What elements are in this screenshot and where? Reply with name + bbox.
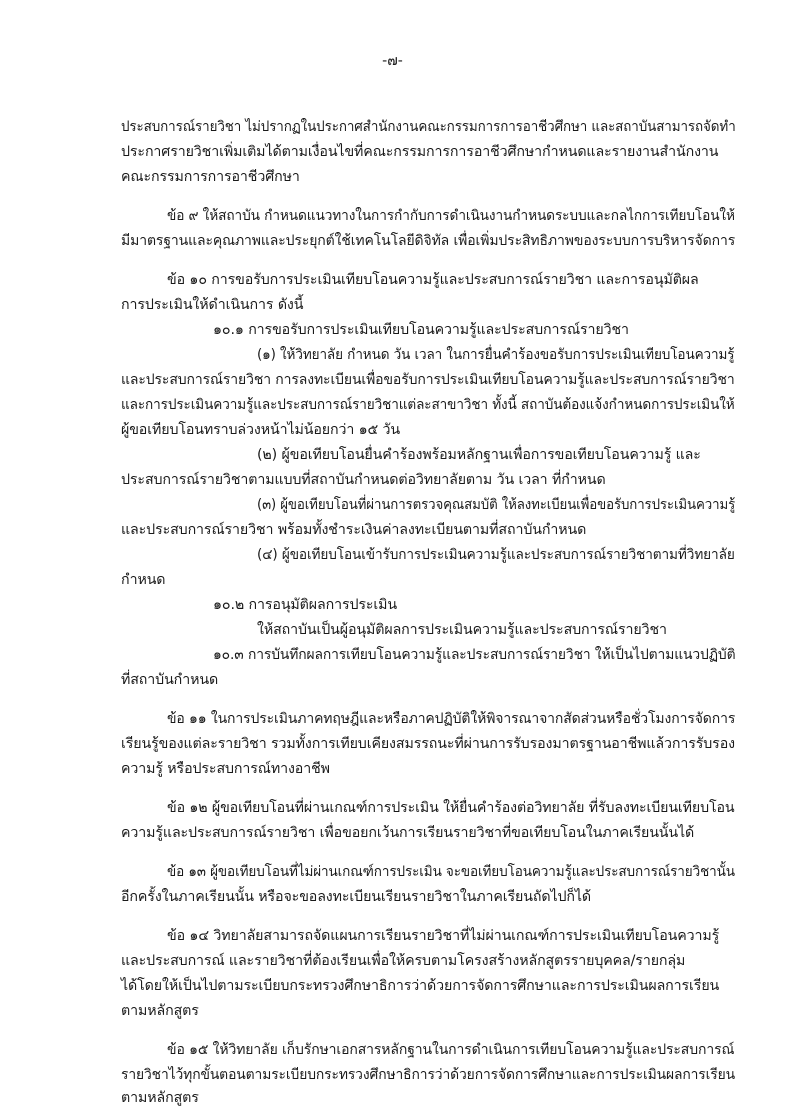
clause-11-line: ข้อ ๑๑ ในการประเมินภาคทฤษฎีและหรือภาคปฏิบัติให้พิจารณาจากสัดส่วนหรือชั่วโมงการจัดการ	[167, 711, 736, 727]
clause-15-line: ข้อ ๑๕ ให้วิทยาลัย เก็บรักษาเอกสารหลักฐานในการดำเนินการเทียบโอนความรู้และประสบการณ์	[167, 1042, 735, 1058]
text-line: และประสบการณ์รายวิชา พร้อมทั้งชำระเงินค่าลงทะเบียนตามที่สถาบันกำหนด	[121, 522, 587, 538]
subclause-10-3: ๑๐.๓ การบันทึกผลการเทียบโอนความรู้และประสบการณ์รายวิชา ให้เป็นไปตามแนวปฏิบัติ	[213, 647, 736, 663]
text-line: ตามหลักสูตร	[121, 1090, 199, 1106]
text-line: อีกครั้งในภาคเรียนนั้น หรือจะขอลงทะเบียนเรียนรายวิชาในภาคเรียนถัดไปก็ได้	[121, 889, 592, 905]
text-line: ตามหลักสูตร	[121, 1003, 199, 1019]
text-line: คณะกรรมการการอาชีวศึกษา	[121, 169, 300, 185]
text-line: ประสบการณ์รายวิชาตามแบบที่สถาบันกำหนดต่อวิทยาลัยตาม วัน เวลา ที่กำหนด	[121, 472, 606, 488]
text-line: การประเมินให้ดำเนินการ ดังนี้	[121, 297, 304, 313]
item-3-line: (๓) ผู้ขอเทียบโอนที่ผ่านการตรวจคุณสมบัติ ให้ลงทะเบียนเพื่อขอรับการประเมินความรู้	[257, 497, 736, 513]
text-line: รายวิชาไว้ทุกขั้นตอนตามระเบียบกระทรวงศึกษาธิการว่าด้วยการจัดการศึกษาและการประเมินผลการเรียน	[121, 1067, 735, 1083]
clause-10-line: ข้อ ๑๐ การขอรับการประเมินเทียบโอนความรู้และประสบการณ์รายวิชา และการอนุมัติผล	[167, 272, 699, 288]
clause-14-line: ข้อ ๑๔ วิทยาลัยสามารถจัดแผนการเรียนรายวิชาที่ไม่ผ่านเกณฑ์การประเมินเทียบโอนความรู้	[167, 928, 720, 944]
text-line: ได้โดยให้เป็นไปตามระเบียบกระทรวงศึกษาธิการว่าด้วยการจัดการศึกษาและการประเมินผลการเรียน	[121, 978, 720, 994]
item-2-line: (๒) ผู้ขอเทียบโอนยื่นคำร้องพร้อมหลักฐานเพื่อการขอเทียบโอนความรู้ และ	[257, 447, 701, 463]
clause-13-line: ข้อ ๑๓ ผู้ขอเทียบโอนที่ไม่ผ่านเกณฑ์การประเมิน จะขอเทียบโอนความรู้และประสบการณ์รายวิชานั้น	[167, 864, 735, 880]
text-line: และการประเมินความรู้และประสบการณ์รายวิชาแต่ละสาขาวิชา ทั้งนี้ สถาบันต้องแจ้งกำหนดการประเมินให้	[121, 397, 735, 413]
subclause-10-2: ๑๐.๒ การอนุมัติผลการประเมิน	[213, 597, 398, 613]
clause-9-line: ข้อ ๙ ให้สถาบัน กำหนดแนวทางในการกำกับการดำเนินงานกำหนดระบบและกลไกการเทียบโอนให้	[167, 208, 735, 224]
clause-12-line: ข้อ ๑๒ ผู้ขอเทียบโอนที่ผ่านเกณฑ์การประเมิน ให้ยื่นคำร้องต่อวิทยาลัย ที่รับลงทะเบียนเทียบโอน	[167, 800, 735, 816]
text-line: ให้สถาบันเป็นผู้อนุมัติผลการประเมินความรู้และประสบการณ์รายวิชา	[257, 622, 667, 638]
text-line: ผู้ขอเทียบโอนทราบล่วงหน้าไม่น้อยกว่า ๑๕ วัน	[121, 422, 401, 438]
text-line: เรียนรู้ของแต่ละรายวิชา รวมทั้งการเทียบเคียงสมรรถนะที่ผ่านการรับรองมาตรฐานอาชีพแล้วการรับรอง	[121, 736, 735, 752]
subclause-10-1: ๑๐.๑ การขอรับการประเมินเทียบโอนความรู้และประสบการณ์รายวิชา	[213, 322, 629, 338]
item-1-line: (๑) ให้วิทยาลัย กำหนด วัน เวลา ในการยื่นคำร้องขอรับการประเมินเทียบโอนความรู้	[257, 347, 735, 363]
page-number: -๗-	[382, 53, 403, 69]
text-line: และประสบการณ์ และรายวิชาที่ต้องเรียนเพื่อให้ครบตามโครงสร้างหลักสูตรรายบุคคล/รายกลุ่ม	[121, 953, 686, 969]
text-line: ความรู้และประสบการณ์รายวิชา เพื่อขอยกเว้นการเรียนรายวิชาที่ขอเทียบโอนในภาคเรียนนั้นได้	[121, 825, 695, 841]
text-line: กำหนด	[121, 572, 166, 588]
text-line: มีมาตรฐานและคุณภาพและประยุกต์ใช้เทคโนโลยีดิจิทัล เพื่อเพิ่มประสิทธิภาพของระบบการบริหารจัดการ	[121, 233, 736, 249]
item-4-line: (๔) ผู้ขอเทียบโอนเข้ารับการประเมินความรู้และประสบการณ์รายวิชาตามที่วิทยาลัย	[257, 547, 735, 563]
text-line: ที่สถาบันกำหนด	[121, 672, 219, 688]
text-line: ประกาศรายวิชาเพิ่มเติมได้ตามเงื่อนไขที่คณะกรรมการการอาชีวศึกษากำหนดและรายงานสำนักงาน	[121, 144, 719, 160]
text-line: และประสบการณ์รายวิชา การลงทะเบียนเพื่อขอรับการประเมินเทียบโอนความรู้และประสบการณ์รายวิชา	[121, 372, 735, 388]
text-line: ประสบการณ์รายวิชา ไม่ปรากฏในประกาศสำนักงานคณะกรรมการการอาชีวศึกษา และสถาบันสามารถจัดทำ	[121, 119, 736, 135]
text-line: ความรู้ หรือประสบการณ์ทางอาชีพ	[121, 761, 330, 777]
